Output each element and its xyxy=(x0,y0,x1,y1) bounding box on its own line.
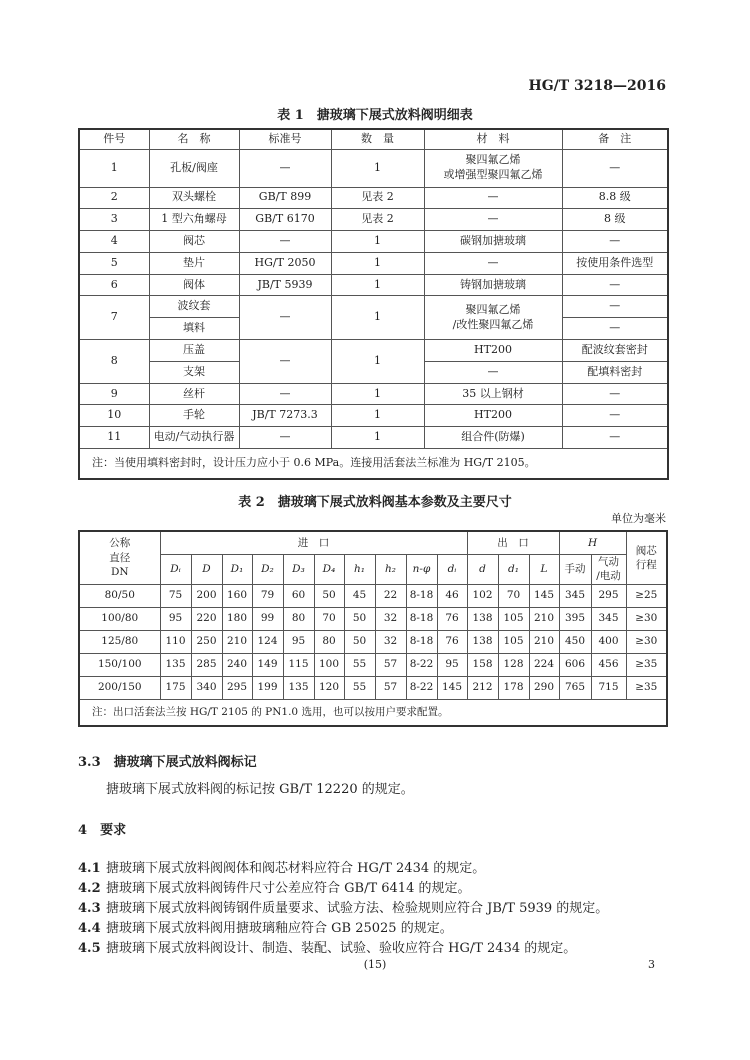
standard-number: — xyxy=(239,340,331,384)
standard-number: — xyxy=(239,383,331,405)
nominal-diameter: 125/80 xyxy=(79,630,160,653)
table-row xyxy=(79,274,668,296)
inlet-header: 进 口 xyxy=(160,531,467,554)
table-cell: 100 xyxy=(314,653,344,676)
quantity: 1 xyxy=(331,274,424,296)
column-header: 标准号 xyxy=(239,129,331,149)
table-cell: 8-22 xyxy=(406,676,437,699)
remark: 配填料密封 xyxy=(562,361,668,383)
requirement-text: 搪玻璃下展式放料阀铸件尺寸公差应符合 GB/T 6414 的规定。 xyxy=(106,881,471,896)
requirement-text: 搪玻璃下展式放料阀用搪玻璃釉应符合 GB 25025 的规定。 xyxy=(106,921,453,936)
column-header: L xyxy=(529,554,559,584)
table-cell: 450 xyxy=(559,630,591,653)
item-name: 双头螺栓 xyxy=(149,187,239,209)
table-cell: 145 xyxy=(437,676,467,699)
table-cell: 340 xyxy=(191,676,222,699)
table-row xyxy=(79,653,667,676)
table-cell: 79 xyxy=(252,584,283,607)
unit-label: 单位为毫米 xyxy=(611,512,666,525)
requirement-item xyxy=(78,937,576,956)
table-subheader-row xyxy=(79,554,667,584)
item-number: 11 xyxy=(79,427,149,449)
remark: 8.8 级 xyxy=(562,187,668,209)
material: 铸钢加搪玻璃 xyxy=(424,274,562,296)
remark: — xyxy=(562,296,668,318)
item-number: 1 xyxy=(79,149,149,187)
table-row xyxy=(79,187,668,209)
table-cell: 8-18 xyxy=(406,607,437,630)
table-cell: 135 xyxy=(160,653,191,676)
table-header-row xyxy=(79,129,668,149)
requirement-text: 搪玻璃下展式放料阀设计、制造、装配、试验、验收应符合 HG/T 2434 的规定。 xyxy=(106,941,577,956)
material: HT200 xyxy=(424,405,562,427)
height-header: H xyxy=(559,531,626,554)
table-cell: 60 xyxy=(283,584,314,607)
item-name: 支架 xyxy=(149,361,239,383)
standard-number: HG/T 2050 xyxy=(239,252,331,274)
table-cell: 50 xyxy=(344,607,375,630)
table-cell: 99 xyxy=(252,607,283,630)
quantity: 1 xyxy=(331,149,424,187)
material: 碳钢加搪玻璃 xyxy=(424,231,562,253)
item-name: 填料 xyxy=(149,318,239,340)
table-cell: 95 xyxy=(160,607,191,630)
item-number: 2 xyxy=(79,187,149,209)
table-cell: 115 xyxy=(283,653,314,676)
table2-footnote: 注：出口活套法兰按 HG/T 2105 的 PN1.0 选用，也可以按用户要求配置。 xyxy=(79,699,667,726)
column-header: 材 料 xyxy=(424,129,562,149)
table-row xyxy=(79,209,668,231)
remark: — xyxy=(562,274,668,296)
requirement-item xyxy=(78,917,453,936)
table-cell: 395 xyxy=(559,607,591,630)
table-cell: 105 xyxy=(498,607,529,630)
remark: — xyxy=(562,405,668,427)
nominal-diameter: 100/80 xyxy=(79,607,160,630)
requirement-text: 搪玻璃下展式放料阀铸钢件质量要求、试验方法、检验规则应符合 JB/T 5939 的规定。 xyxy=(106,901,609,916)
item-number: 10 xyxy=(79,405,149,427)
item-name: 波纹套 xyxy=(149,296,239,318)
material: 35 以上钢材 xyxy=(424,383,562,405)
table-cell: 8-18 xyxy=(406,630,437,653)
quantity: 见表 2 xyxy=(331,187,424,209)
table-cell: 456 xyxy=(591,653,626,676)
material: 组合件(防爆) xyxy=(424,427,562,449)
column-header: D₃ xyxy=(283,554,314,584)
quantity: 1 xyxy=(331,427,424,449)
column-header: D xyxy=(191,554,222,584)
column-header: d xyxy=(467,554,498,584)
table-cell: 57 xyxy=(375,653,406,676)
quantity: 1 xyxy=(331,405,424,427)
item-name: 丝杆 xyxy=(149,383,239,405)
quantity: 1 xyxy=(331,296,424,340)
table-cell: 80 xyxy=(283,607,314,630)
remark: — xyxy=(562,383,668,405)
remark: 按使用条件选型 xyxy=(562,252,668,274)
table-cell: 765 xyxy=(559,676,591,699)
table-cell: 8-22 xyxy=(406,653,437,676)
table-cell: 240 xyxy=(222,653,252,676)
column-header: h₁ xyxy=(344,554,375,584)
table-cell: 102 xyxy=(467,584,498,607)
table1-title: 表 1 搪玻璃下展式放料阀明细表 xyxy=(277,108,473,123)
table-cell: 124 xyxy=(252,630,283,653)
table-cell: 200 xyxy=(191,584,222,607)
column-header: 名 称 xyxy=(149,129,239,149)
item-name: 1 型六角螺母 xyxy=(149,209,239,231)
column-header: 备 注 xyxy=(562,129,668,149)
remark: 配波纹套密封 xyxy=(562,340,668,362)
table2-title: 表 2 搪玻璃下展式放料阀基本参数及主要尺寸 xyxy=(238,495,512,510)
table-cell: 345 xyxy=(591,607,626,630)
table-cell: 50 xyxy=(314,584,344,607)
requirement-number: 4.4 xyxy=(78,921,101,936)
section-3-3-text: 搪玻璃下展式放料阀的标记按 GB/T 12220 的规定。 xyxy=(106,782,414,797)
table-cell: 128 xyxy=(498,653,529,676)
table-cell: 70 xyxy=(314,607,344,630)
stroke-header: 阀芯 行程 xyxy=(626,531,667,584)
column-header: Dᵢ xyxy=(160,554,191,584)
item-number: 6 xyxy=(79,274,149,296)
page-number: 3 xyxy=(648,958,655,971)
table1 xyxy=(78,128,669,480)
outlet-header: 出 口 xyxy=(467,531,559,554)
standard-number: JB/T 5939 xyxy=(239,274,331,296)
table-cell: 110 xyxy=(160,630,191,653)
column-header: D₄ xyxy=(314,554,344,584)
item-number: 5 xyxy=(79,252,149,274)
remark: — xyxy=(562,427,668,449)
table-cell: 178 xyxy=(498,676,529,699)
table-cell: 46 xyxy=(437,584,467,607)
table-cell: 290 xyxy=(529,676,559,699)
table-cell: 158 xyxy=(467,653,498,676)
table-row xyxy=(79,296,668,318)
requirement-number: 4.3 xyxy=(78,901,101,916)
table-cell: ≥35 xyxy=(626,653,667,676)
quantity: 1 xyxy=(331,252,424,274)
standard-number: — xyxy=(239,149,331,187)
material: — xyxy=(424,187,562,209)
table-cell: 345 xyxy=(559,584,591,607)
dn-header: 公称 直径 DN xyxy=(79,531,160,584)
section-4-heading: 4 要求 xyxy=(78,823,127,838)
table-cell: 138 xyxy=(467,630,498,653)
standard-number: — xyxy=(239,231,331,253)
item-name: 压盖 xyxy=(149,340,239,362)
table-cell: 95 xyxy=(283,630,314,653)
section-3-3-heading: 3.3 搪玻璃下展式放料阀标记 xyxy=(78,755,257,770)
table-cell: 76 xyxy=(437,607,467,630)
table-cell: 70 xyxy=(498,584,529,607)
item-name: 垫片 xyxy=(149,252,239,274)
table-cell: 57 xyxy=(375,676,406,699)
item-number: 3 xyxy=(79,209,149,231)
table-cell: 250 xyxy=(191,630,222,653)
column-header: d₁ xyxy=(498,554,529,584)
table-cell: ≥30 xyxy=(626,630,667,653)
standard-number: GB/T 899 xyxy=(239,187,331,209)
table-cell: 22 xyxy=(375,584,406,607)
table-cell: 295 xyxy=(591,584,626,607)
material: HT200 xyxy=(424,340,562,362)
requirement-item xyxy=(78,877,470,896)
material: 聚四氟乙烯 或增强型聚四氟乙烯 xyxy=(424,149,562,187)
item-name: 孔板/阀座 xyxy=(149,149,239,187)
requirement-item xyxy=(78,857,485,876)
item-name: 阀体 xyxy=(149,274,239,296)
table-cell: 145 xyxy=(529,584,559,607)
column-header: dᵢ xyxy=(437,554,467,584)
table-cell: 224 xyxy=(529,653,559,676)
column-header: 件号 xyxy=(79,129,149,149)
table-cell: 138 xyxy=(467,607,498,630)
table-cell: 400 xyxy=(591,630,626,653)
column-header: n-φ xyxy=(406,554,437,584)
table-cell: 210 xyxy=(529,607,559,630)
table-cell: ≥30 xyxy=(626,607,667,630)
column-header: D₂ xyxy=(252,554,283,584)
table-cell: 76 xyxy=(437,630,467,653)
remark: — xyxy=(562,149,668,187)
item-name: 阀芯 xyxy=(149,231,239,253)
table-header-row xyxy=(79,531,667,554)
table-cell: 175 xyxy=(160,676,191,699)
item-number: 7 xyxy=(79,296,149,340)
item-number: 8 xyxy=(79,340,149,384)
standard-number: GB/T 6170 xyxy=(239,209,331,231)
requirement-item xyxy=(78,897,608,916)
table-cell: 160 xyxy=(222,584,252,607)
requirement-text: 搪玻璃下展式放料阀阀体和阀芯材料应符合 HG/T 2434 的规定。 xyxy=(106,861,486,876)
table-row xyxy=(79,427,668,449)
remark: — xyxy=(562,231,668,253)
table-footnote-row xyxy=(79,449,668,479)
standard-number: — xyxy=(239,427,331,449)
table-cell: 715 xyxy=(591,676,626,699)
item-number: 4 xyxy=(79,231,149,253)
requirement-number: 4.2 xyxy=(78,881,101,896)
column-header: 数 量 xyxy=(331,129,424,149)
quantity: 见表 2 xyxy=(331,209,424,231)
table-cell: 212 xyxy=(467,676,498,699)
table-cell: 55 xyxy=(344,653,375,676)
nominal-diameter: 80/50 xyxy=(79,584,160,607)
table1-footnote: 注：当使用填料密封时，设计压力应小于 0.6 MPa。连接用活套法兰标准为 HG/T 2105。 xyxy=(79,449,668,479)
table-row xyxy=(79,405,668,427)
nominal-diameter: 150/100 xyxy=(79,653,160,676)
table-row xyxy=(79,630,667,653)
table-cell: 32 xyxy=(375,607,406,630)
material: 聚四氟乙烯 /改性聚四氟乙烯 xyxy=(424,296,562,340)
item-name: 电动/气动执行器 xyxy=(149,427,239,449)
table-cell: 45 xyxy=(344,584,375,607)
quantity: 1 xyxy=(331,231,424,253)
remark: — xyxy=(562,318,668,340)
table-cell: 55 xyxy=(344,676,375,699)
table-row xyxy=(79,149,668,187)
table-cell: 80 xyxy=(314,630,344,653)
table-cell: 210 xyxy=(529,630,559,653)
standard-number: HG/T 3218—2016 xyxy=(528,78,666,94)
table-row xyxy=(79,252,668,274)
page-center-number: (15) xyxy=(363,958,387,971)
column-header: 手动 xyxy=(559,554,591,584)
table-row xyxy=(79,383,668,405)
table-cell: 199 xyxy=(252,676,283,699)
table-cell: 8-18 xyxy=(406,584,437,607)
table-cell: 50 xyxy=(344,630,375,653)
table-cell: 220 xyxy=(191,607,222,630)
requirement-number: 4.1 xyxy=(78,861,101,876)
table-cell: 180 xyxy=(222,607,252,630)
table-cell: ≥35 xyxy=(626,676,667,699)
table-row xyxy=(79,607,667,630)
requirement-number: 4.5 xyxy=(78,941,101,956)
table-cell: 32 xyxy=(375,630,406,653)
table-cell: 606 xyxy=(559,653,591,676)
column-header: 气动 /电动 xyxy=(591,554,626,584)
table-row xyxy=(79,584,667,607)
table-cell: 75 xyxy=(160,584,191,607)
table-cell: 210 xyxy=(222,630,252,653)
remark: 8 级 xyxy=(562,209,668,231)
column-header: D₁ xyxy=(222,554,252,584)
table-cell: 120 xyxy=(314,676,344,699)
table-row xyxy=(79,340,668,362)
material: — xyxy=(424,209,562,231)
table-cell: ≥25 xyxy=(626,584,667,607)
table-cell: 149 xyxy=(252,653,283,676)
table-cell: 285 xyxy=(191,653,222,676)
standard-number: — xyxy=(239,296,331,340)
table-cell: 105 xyxy=(498,630,529,653)
item-name: 手轮 xyxy=(149,405,239,427)
standard-number: JB/T 7273.3 xyxy=(239,405,331,427)
material: — xyxy=(424,361,562,383)
table-row xyxy=(79,676,667,699)
nominal-diameter: 200/150 xyxy=(79,676,160,699)
material: — xyxy=(424,252,562,274)
table-cell: 95 xyxy=(437,653,467,676)
column-header: h₂ xyxy=(375,554,406,584)
table-row xyxy=(79,231,668,253)
quantity: 1 xyxy=(331,383,424,405)
table-footnote-row xyxy=(79,699,667,726)
item-number: 9 xyxy=(79,383,149,405)
table-cell: 135 xyxy=(283,676,314,699)
table-cell: 295 xyxy=(222,676,252,699)
quantity: 1 xyxy=(331,340,424,384)
table2 xyxy=(78,530,668,727)
